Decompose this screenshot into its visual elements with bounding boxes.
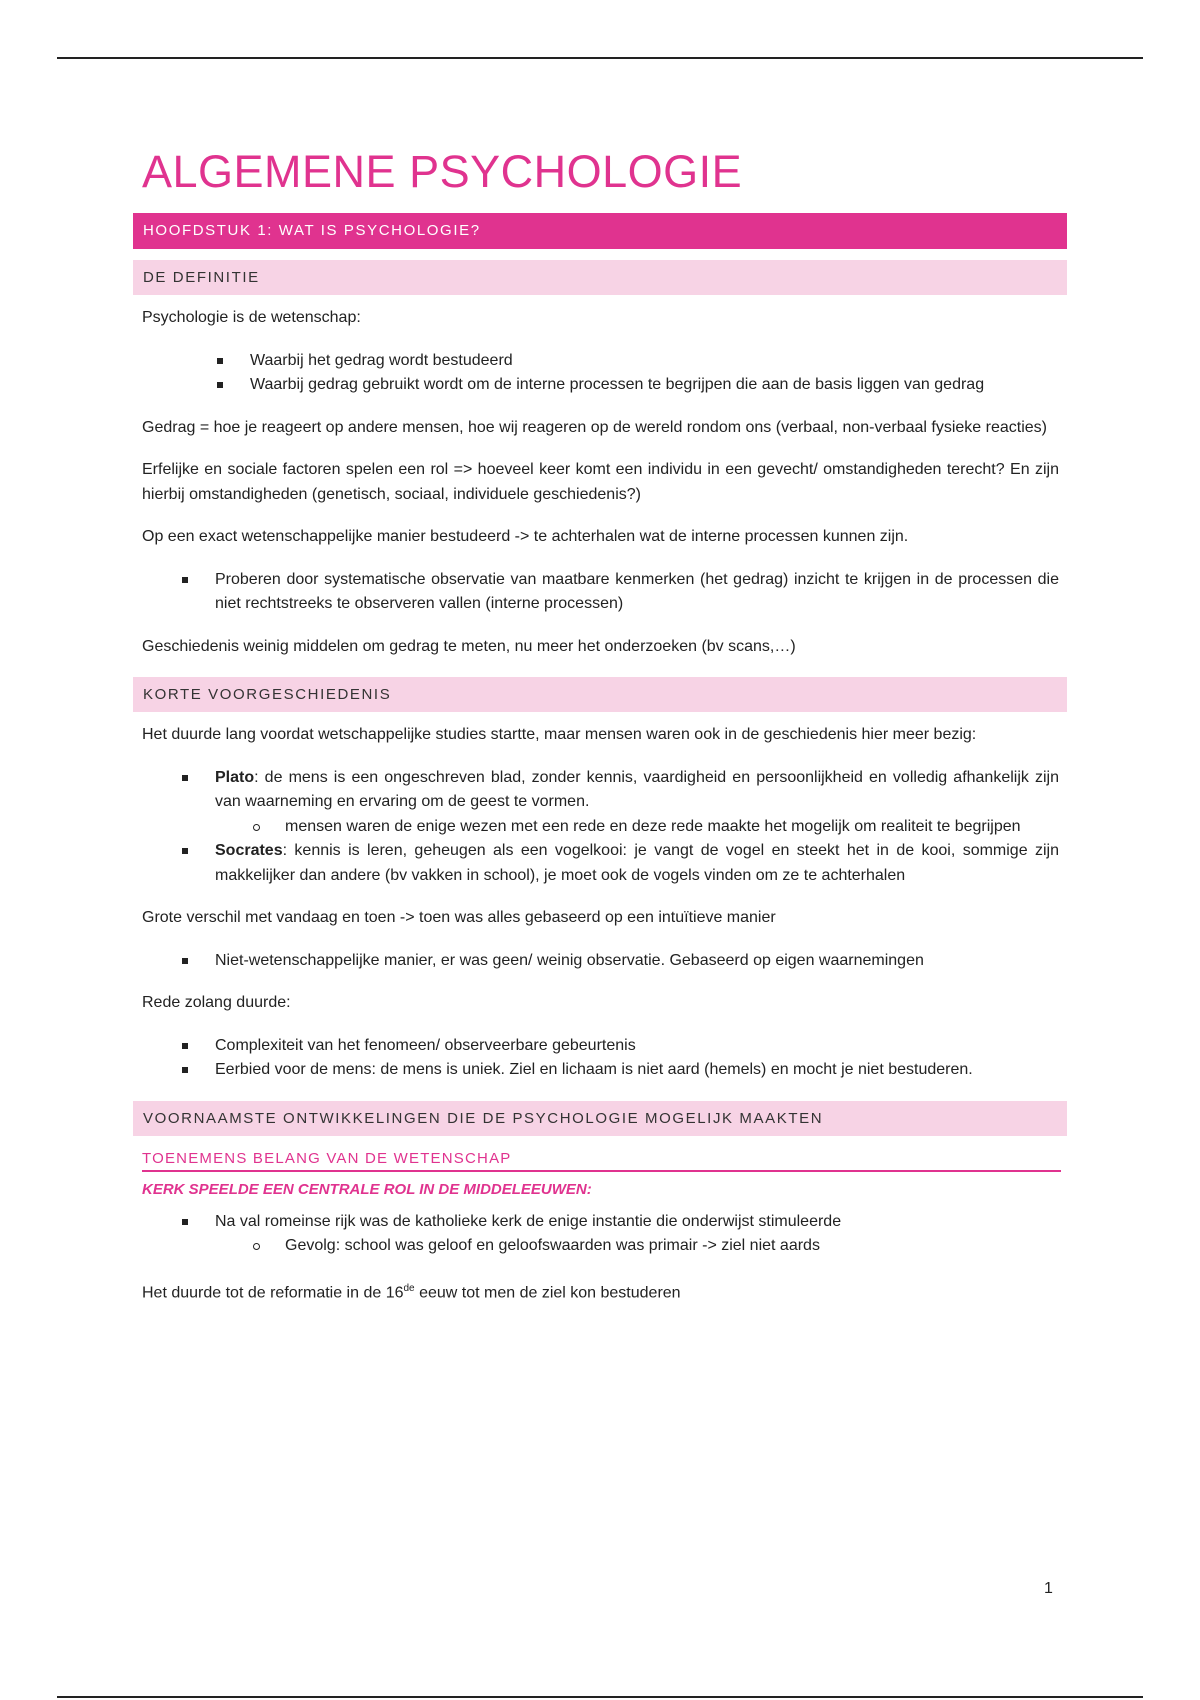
- bullet-list-definitie: [133, 349, 1067, 398]
- list-item: Proberen door systematische observatie van maatbare kenmerken (het gedrag) inzicht te krijgen in de processen die niet rechtstreeks te observeren vallen (interne processen): [215, 568, 1067, 617]
- chapter-heading: HOOFDSTUK 1: WAT IS PSYCHOLOGIE?: [133, 213, 1067, 249]
- list-item: Complexiteit van het fenomeen/ observeerbare gebeurtenis: [215, 1034, 1067, 1059]
- sub-list-item: mensen waren de enige wezen met een rede en deze rede maakte het mogelijk om realiteit te begrijpen: [285, 815, 1059, 840]
- bullet-list-niet-wetenschappelijk: [133, 949, 1067, 974]
- socrates-name: Socrates: [215, 842, 283, 859]
- footer-rule: [57, 1696, 1143, 1698]
- kerk-text: Na val romeinse rijk was de katholieke kerk de enige instantie die onderwijst stimuleerde: [215, 1212, 842, 1230]
- document-title: ALGEMENE PSYCHOLOGIE: [142, 146, 743, 197]
- list-item: Waarbij gedrag gebruikt wordt om de interne processen te begrijpen die aan de basis liggen van gedrag: [250, 373, 1067, 398]
- list-item: Eerbied voor de mens: de mens is uniek. Ziel en lichaam is niet aard (hemels) en mocht je niet bestuderen.: [215, 1058, 1067, 1083]
- paragraph-grote-verschil: Grote verschil met vandaag en toen -> toen was alles gebaseerd op een intuïtieve manier: [142, 909, 776, 926]
- sub-list-item: Gevolg: school was geloof en geloofswaarden was primair -> ziel niet aards: [285, 1234, 1059, 1259]
- socrates-text: : kennis is leren, geheugen als een vogelkooi: je vangt de vogel en steekt het in de kooi, sommige zijn makkelijker dan andere (bv vakken in school), je moet ook de vogels vinden om ze te achterhalen: [215, 842, 1059, 884]
- paragraph-reformatie: [142, 1277, 1067, 1306]
- plato-name: Plato: [215, 768, 255, 786]
- reformatie-superscript: de: [403, 1282, 415, 1294]
- paragraph-erfelijk: Erfelijke en sociale factoren spelen een rol => hoeveel keer komt een individu in een gevecht/ omstandigheden terecht? En zijn hierbij omstandigheden (genetisch, sociaal, individuele geschiedenis?): [142, 461, 1059, 503]
- reformatie-text-before: Het duurde tot de reformatie in de 16: [142, 1283, 404, 1301]
- document-page: [133, 145, 1067, 1323]
- bullet-list-proberen: [133, 568, 1067, 617]
- page-number: 1: [1044, 1580, 1053, 1597]
- paragraph-geschiedenis: Geschiedenis weinig middelen om gedrag te meten, nu meer het onderzoeken (bv scans,…): [142, 637, 796, 655]
- section-heading-voorgeschiedenis: KORTE VOORGESCHIEDENIS: [133, 677, 1067, 712]
- section-heading-ontwikkelingen: VOORNAAMSTE ONTWIKKELINGEN DIE DE PSYCHOLOGIE MOGELIJK MAAKTEN: [133, 1101, 1067, 1136]
- plato-text: : de mens is een ongeschreven blad, zonder kennis, vaardigheid en persoonlijkheid en volledig afhankelijk zijn van waarneming en ervaring om de geest te vormen.: [215, 768, 1059, 810]
- paragraph-gedrag: Gedrag = hoe je reageert op andere mensen, hoe wij reageren op de wereld rondom ons (verbaal, non-verbaal fysieke reacties): [142, 418, 1047, 436]
- bullet-list-philosophers: [133, 766, 1067, 889]
- paragraph-intro-definitie: Psychologie is de wetenschap:: [142, 309, 361, 326]
- paragraph-exact: Op een exact wetenschappelijke manier bestudeerd -> te achterhalen wat de interne processen kunnen zijn.: [142, 528, 909, 545]
- reformatie-text-after: eeuw tot men de ziel kon bestuderen: [414, 1283, 681, 1301]
- paragraph-intro-voorgeschiedenis: Het duurde lang voordat wetschappelijke studies startte, maar mensen waren ook in de geschiedenis hier meer bezig:: [142, 726, 977, 743]
- list-item: Waarbij het gedrag wordt bestudeerd: [250, 349, 1067, 374]
- header-rule: [57, 57, 1143, 59]
- subheading-wetenschap: TOENEMENS BELANG VAN DE WETENSCHAP: [142, 1150, 1061, 1172]
- subsubheading-kerk: KERK SPEELDE EEN CENTRALE ROL IN DE MIDDELEEUWEN:: [142, 1180, 592, 1198]
- bullet-list-kerk: [133, 1210, 1067, 1259]
- list-item-plato: [215, 766, 1067, 840]
- paragraph-rede: Rede zolang duurde:: [142, 994, 291, 1011]
- bullet-list-rede: [133, 1034, 1067, 1083]
- sub-list-kerk: [215, 1234, 1059, 1259]
- list-item-socrates: [215, 839, 1067, 888]
- list-item: Niet-wetenschappelijke manier, er was geen/ weinig observatie. Gebaseerd op eigen waarnemingen: [215, 949, 1067, 974]
- section-heading-definitie: DE DEFINITIE: [133, 260, 1067, 295]
- list-item: [215, 1210, 1067, 1259]
- sub-list-plato: [215, 815, 1059, 840]
